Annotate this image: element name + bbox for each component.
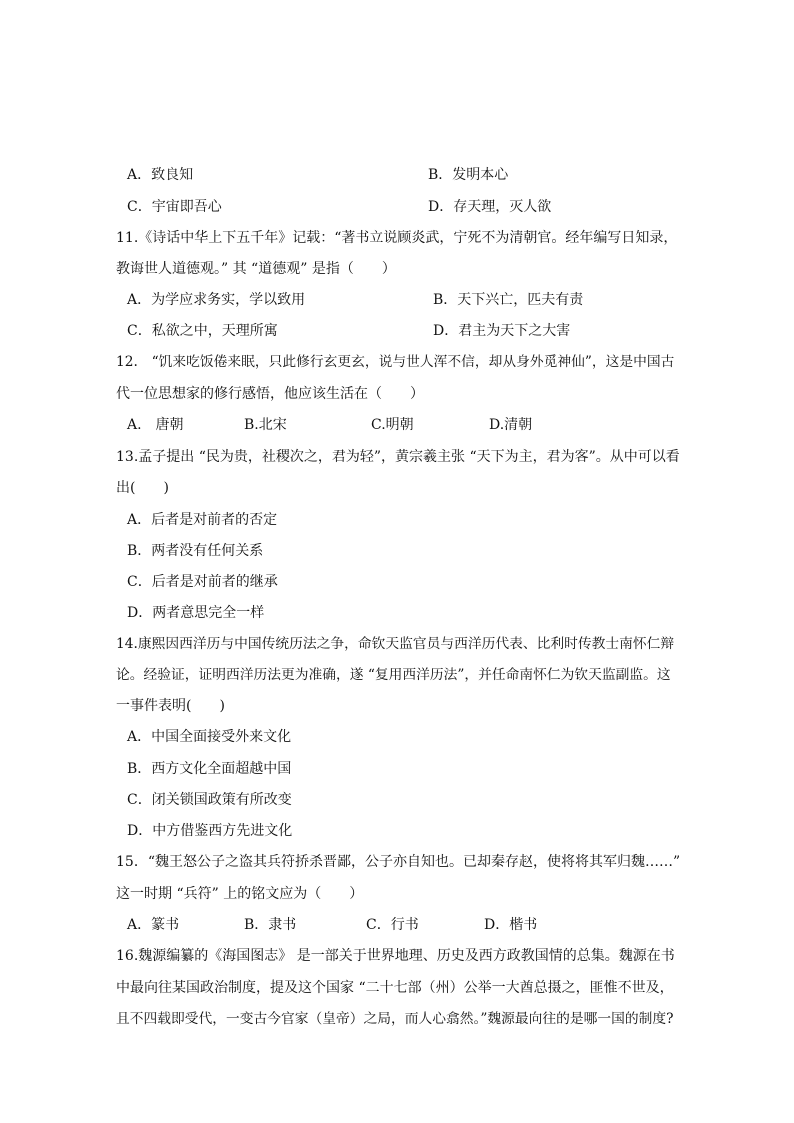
q16-stem-line-2: 中最向往某国政治制度，提及这个国家 “二十七部（州）公举一大酋总摄之，匪惟不世及， (116, 980, 674, 996)
q12-stem-line-1: 12. “饥来吃饭倦来眠，只此修行玄更玄，说与世人浑不信，却从身外觅神仙”，这是中国古 (116, 354, 675, 370)
q11-option-d: D．君主为天下之大害 (433, 323, 571, 339)
q10-option-c: C．宇宙即吾心 (127, 199, 222, 215)
q12-option-d: D.清朝 (489, 417, 533, 433)
q15-stem-line-1: 15．“魏王怒公子之盗其兵符挢杀晋鄙，公子亦自知也。已却秦存赵，使将将其军归魏……” (116, 854, 681, 870)
q13-option-a: A．后者是对前者的否定 (127, 512, 278, 528)
q16-stem-line-3: 且不四载即受代，一变古今官家（皇帝）之局，而人心翕然。”魏源最向往的是哪一国的制度? (116, 1011, 674, 1027)
q14-option-c: C．闭关锁国政策有所改变 (127, 792, 292, 808)
q11-option-c: C．私欲之中，天理所寓 (127, 323, 278, 339)
q12-option-a: A. 唐朝 (127, 417, 184, 433)
q16-stem-line-1: 16.魏源编纂的《海国图志》 是一部关于世界地理、历史及西方政教国情的总集。魏源在书 (116, 948, 675, 964)
q11-stem-line-2: 教诲世人道德观。” 其 “道德观” 是指（ ） (116, 261, 396, 277)
q15-option-a: A．篆书 (127, 917, 180, 933)
q10-option-b: B．发明本心 (428, 167, 509, 183)
q15-option-c: C．行书 (366, 917, 419, 933)
q11-option-a: A．为学应求务实，学以致用 (127, 292, 306, 308)
q15-stem-line-2: 这一时期 “兵符” 上的铭文应为（ ） (116, 886, 364, 902)
q14-option-a: A．中国全面接受外来文化 (127, 729, 292, 745)
q10-option-a: A．致良知 (127, 167, 194, 183)
q13-option-c: C．后者是对前者的继承 (127, 574, 278, 590)
q14-stem-line-1: 14.康熙因西洋历与中国传统历法之争，命钦天监官员与西洋历代表、比利时传教士南怀仁辩 (116, 636, 675, 652)
q12-option-c: C.明朝 (371, 417, 414, 433)
q13-stem-line-1: 13.孟子提出 “民为贵，社稷次之，君为轻”，黄宗羲主张 “天下为主，君为客”。从中可以看 (116, 449, 680, 465)
q13-stem-line-2: 出( ) (116, 480, 169, 496)
q14-stem-line-3: 一事件表明( ) (116, 698, 225, 714)
q11-stem-line-1: 11.《诗话中华上下五千年》记载：“著书立说顾炎武，宁死不为清朝官。经年编写日知录， (116, 230, 678, 246)
q15-option-d: D．楷书 (484, 917, 538, 933)
q11-option-b: B．天下兴亡，匹夫有责 (433, 292, 584, 308)
q14-option-d: D．中方借鉴西方先进文化 (127, 823, 293, 839)
q10-option-d: D．存天理，灭人欲 (428, 199, 552, 215)
q14-option-b: B．西方文化全面超越中国 (127, 761, 292, 777)
q12-stem-line-2: 代一位思想家的修行感悟，他应该生活在（ ） (116, 386, 424, 402)
q15-option-b: B．隶书 (244, 917, 297, 933)
q12-option-b: B.北宋 (244, 417, 287, 433)
q13-option-b: B．两者没有任何关系 (127, 543, 264, 559)
q13-option-d: D．两者意思完全一样 (127, 605, 265, 621)
q14-stem-line-2: 论。经验证，证明西洋历法更为准确，遂 “复用西洋历法”，并任命南怀仁为钦天监副监。这 (116, 667, 671, 683)
